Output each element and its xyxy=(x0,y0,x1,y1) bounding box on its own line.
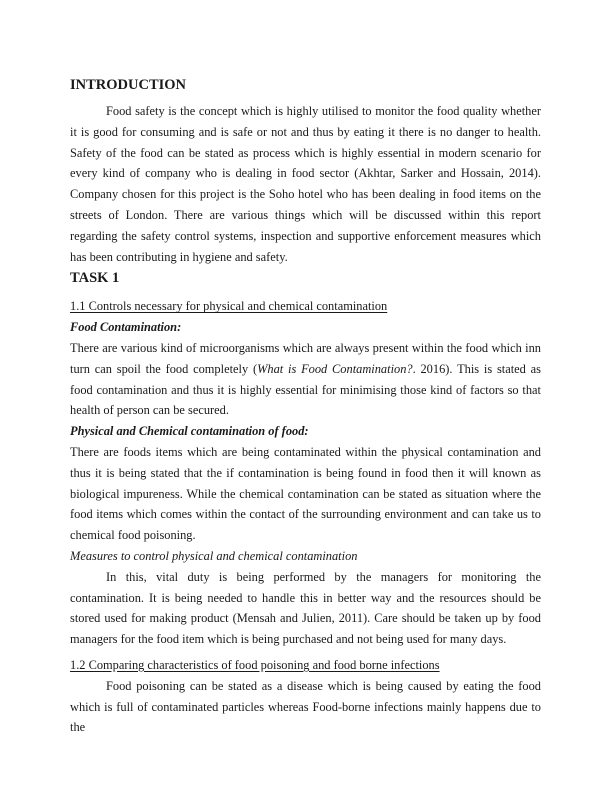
document-paragraph xyxy=(70,676,541,738)
paragraph-segment: Food safety is the concept which is highly utilised to monitor the food quality whether it is good for consuming and is safe or not and thus by eating it there is no danger to health. Safety of the food can be stated as process which is highly essential in modern scenario for every kind of company who is dealing in food sector (Akhtar, Sarker and Hossain, 2014). Company chosen for this project is the Soho hotel who has been dealing in food items on the streets of London. There are various things which will be discussed within this report regarding the safety control systems, inspection and supportive enforcement measures which has been contributing in hygiene and safety. xyxy=(70,104,541,264)
document-paragraph xyxy=(70,338,541,421)
paragraph-segment: Food poisoning can be stated as a disease which is being caused by eating the food which is full of contaminated particles whereas Food-borne infections mainly happens due to the xyxy=(70,678,541,735)
paragraph-segment: There are various kind of microorganisms which are always present within the food which inn turn can spoil the food completely ( xyxy=(70,340,541,376)
document-paragraph xyxy=(70,567,541,650)
paragraph-segment: There are foods items which are being contaminated within the physical contamination and thus it is being stated that the if contamination is being found in food then it will known as biological impureness. While the chemical contamination can be stated as situation where the food items which comes within the contact of the surrounding environment and can take us to chemical food poisoning. xyxy=(70,444,541,543)
paragraph-segment: . 2016). This is stated as food contamination and thus it is highly essential for minimising those kind of factors so that health of person can be secured. xyxy=(70,361,541,418)
document-heading: Food Contamination: xyxy=(70,320,182,335)
document-paragraph xyxy=(70,101,541,267)
document-heading: INTRODUCTION xyxy=(70,77,187,93)
document-heading: Physical and Chemical contamination of food: xyxy=(70,424,309,439)
document-heading: TASK 1 xyxy=(70,270,120,287)
document-paragraph xyxy=(70,442,541,546)
paragraph-italic-segment: What is Food Contamination? xyxy=(257,361,413,376)
document-heading: Measures to control physical and chemical contamination xyxy=(70,548,358,563)
document-content xyxy=(70,76,541,738)
document-heading: 1.1 Controls necessary for physical and chemical contamination xyxy=(70,299,388,314)
document-heading: 1.2 Comparing characteristics of food poisoning and food borne infections xyxy=(70,657,440,672)
paragraph-segment: In this, vital duty is being performed by the managers for monitoring the contamination. It is being needed to handle this in better way and the resources should be stored used for making product (Mensah and Julien, 2011). Care should be taken up by food managers for the food item which is being purchased and not being used for many days. xyxy=(70,569,541,647)
